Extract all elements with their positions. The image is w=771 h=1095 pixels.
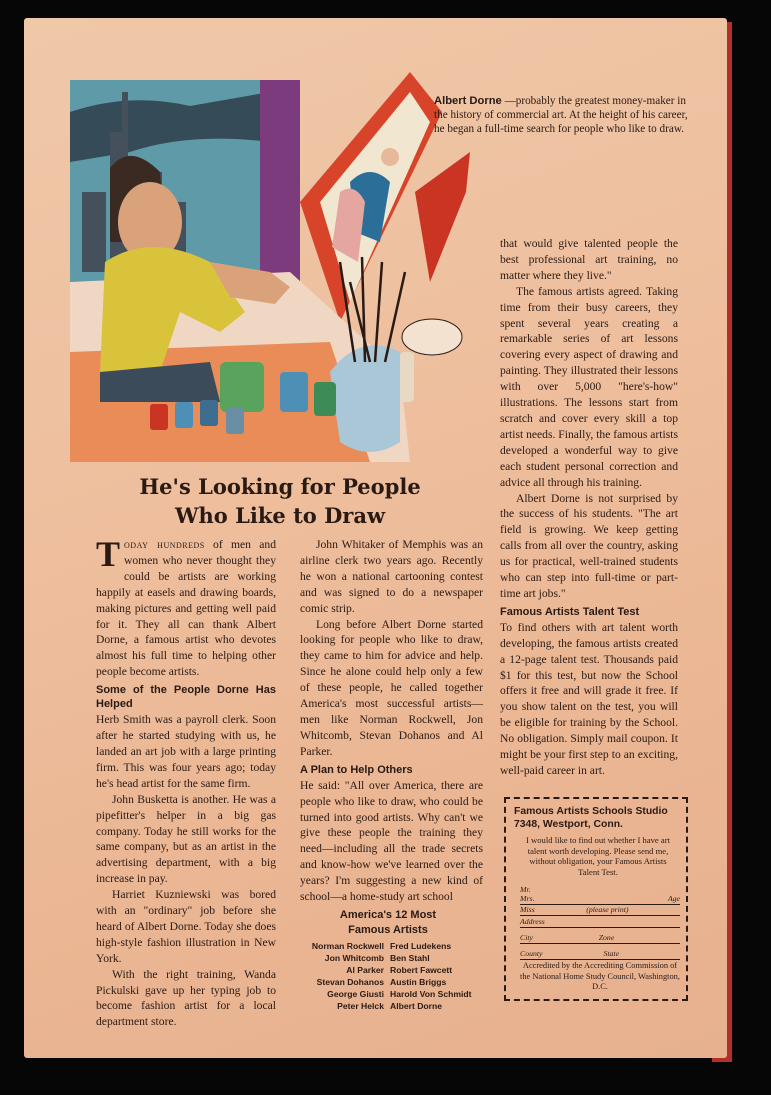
artist-name: Austin Briggs bbox=[390, 977, 447, 987]
headline-line-2: Who Like to Draw bbox=[174, 503, 386, 528]
paragraph: Long before Albert Dorne started looking for people who like to draw, they came to him for advice and help. Since he alone could help only a few of these people, he called together America's most successful artists—men like Norman Rockwell, Jon Whitcomb, Stevan Dohanos and Al Parker. bbox=[300, 617, 483, 758]
artist-name: Ben Stahl bbox=[390, 953, 430, 963]
artist-name: Stevan Dohanos bbox=[316, 977, 384, 987]
illustration-caption bbox=[434, 94, 694, 136]
artist-illustration bbox=[70, 72, 470, 462]
miss-label: Miss bbox=[520, 905, 535, 914]
caption-name: Albert Dorne bbox=[434, 95, 502, 107]
artist-name: Norman Rockwell bbox=[311, 941, 384, 951]
drop-cap: T bbox=[96, 534, 121, 574]
intro-text: of men and women who never thought they could be artists are working happily at easels and drawing boards, making pictures and getting well paid for it. They all can thank Albert Dorne, a famous artist who devotes almost his full time to helping other people become artists. bbox=[96, 538, 276, 679]
coupon-title: Famous Artists Schools Studio 7348, Westport, Conn. bbox=[514, 806, 668, 830]
artist-name: Albert Dorne bbox=[390, 1001, 443, 1011]
artist-name: Harold Von Schmidt bbox=[390, 989, 472, 999]
county-state-field[interactable] bbox=[520, 949, 680, 960]
paragraph: With the right training, Wanda Pickulski gave up her typing job to become fashion artist for a local department store. bbox=[96, 967, 276, 1029]
address-label: Address bbox=[520, 917, 545, 926]
coupon-body: I would like to find out whether I have art talent worth developing. Please send me, without obligation, your Famous Artists Talent Test. bbox=[526, 835, 670, 877]
address-field[interactable] bbox=[520, 917, 680, 928]
artist-name: George Giusti bbox=[327, 989, 384, 999]
paragraph: Harriet Kuzniewski was bored with an "ordinary" job before she heard of Albert Dorne. Today she does high-style fashion illustration in New York. bbox=[96, 888, 276, 965]
intro-smallcaps: oday hundreds bbox=[124, 538, 205, 551]
artist-name: Fred Ludekens bbox=[390, 941, 452, 951]
paragraph: that would give talented people the best professional art training, no matter where they live." bbox=[500, 237, 678, 282]
accreditation-note: Accredited by the Accrediting Commission of the National Home Study Council, Washington, D.C. bbox=[520, 961, 680, 991]
paragraph: He said: "All over America, there are people who like to draw, who could be turned into good artists. Why can't we give these people the training they need—including all the trade secrets and know-how we've learned over the years? I'm suggesting a new kind of school—a home-study art school bbox=[300, 778, 483, 904]
zone-label: Zone bbox=[598, 933, 615, 942]
mail-coupon[interactable] bbox=[504, 797, 688, 1001]
article-column-2 bbox=[300, 537, 483, 905]
state-label: State bbox=[603, 949, 620, 958]
city-label: City bbox=[520, 933, 533, 942]
caption-text: —probably the greatest money-maker in the history of commercial art. At the height of his career, he began a full-time search for people who like to draw. bbox=[434, 95, 688, 135]
name-field[interactable] bbox=[520, 885, 680, 916]
ad-headline bbox=[80, 472, 480, 530]
subhead-plan: A Plan to Help Others bbox=[300, 763, 413, 776]
paragraph: Albert Dorne is not surprised by the success of his students. "The art field is growing. We keep getting calls from all over the country, asking us for practical, well-trained students who can step into full-time or part-time art jobs." bbox=[500, 491, 678, 600]
artist-name: Al Parker bbox=[346, 965, 384, 975]
artist-name: Robert Fawcett bbox=[390, 965, 453, 975]
famous-artists-title: America's 12 Most Famous Artists bbox=[339, 909, 437, 936]
print-hint: (please print) bbox=[586, 905, 629, 914]
famous-artists-list bbox=[300, 940, 490, 1012]
subhead-talent-test: Famous Artists Talent Test bbox=[500, 605, 640, 618]
article-column-1 bbox=[96, 534, 276, 1030]
age-label: Age bbox=[667, 894, 680, 903]
intro-paragraph bbox=[96, 534, 276, 680]
paragraph: Herb Smith was a payroll clerk. Soon after he started studying with us, he landed an art job with a large printing firm. This was four years ago; today he's head artist for the same firm. bbox=[96, 713, 276, 790]
paragraph: John Busketta is another. He was a pipefitter's helper in a big gas company. Today he still works for the same company, but as an artist in the advertising department, with a big increase in pay. bbox=[96, 792, 276, 886]
headline-line-1: He's Looking for People bbox=[139, 474, 421, 499]
artist-name: Jon Whitcomb bbox=[324, 953, 384, 963]
paragraph: John Whitaker of Memphis was an airline clerk two years ago. Recently he won a national cartooning contest and was signed to do a newspaper comic strip. bbox=[300, 538, 483, 615]
article-column-3 bbox=[500, 236, 678, 779]
paragraph: To find others with art talent worth developing, the famous artists created a 12-page talent test. Thousands paid $1 for this test, but now the School offers it free and will grade it free. If you show talent on the test, you will be eligible for training by the School. No obligation. Simply mail coupon. It might be your first step to an exciting, well-paid career in art. bbox=[500, 620, 678, 777]
artist-name: Peter Helck bbox=[337, 1001, 384, 1011]
city-zone-field[interactable] bbox=[520, 933, 680, 944]
mr-label: Mr. bbox=[520, 885, 531, 894]
county-label: County bbox=[520, 949, 543, 958]
mrs-label: Mrs. bbox=[520, 894, 535, 903]
paragraph: The famous artists agreed. Taking time from their busy careers, they spent several years creating a remarkable series of art lessons covering every aspect of drawing and painting. They illustrated their lessons with over 5,000 "here's-how" illustrations. The lessons start from scratch and cover every skill a top artist needs. Finally, the famous artists developed a wonderful way to give each student personal correction and advice all through his training. bbox=[500, 284, 678, 489]
subhead-people-helped: Some of the People Dorne Has Helped bbox=[96, 684, 276, 711]
